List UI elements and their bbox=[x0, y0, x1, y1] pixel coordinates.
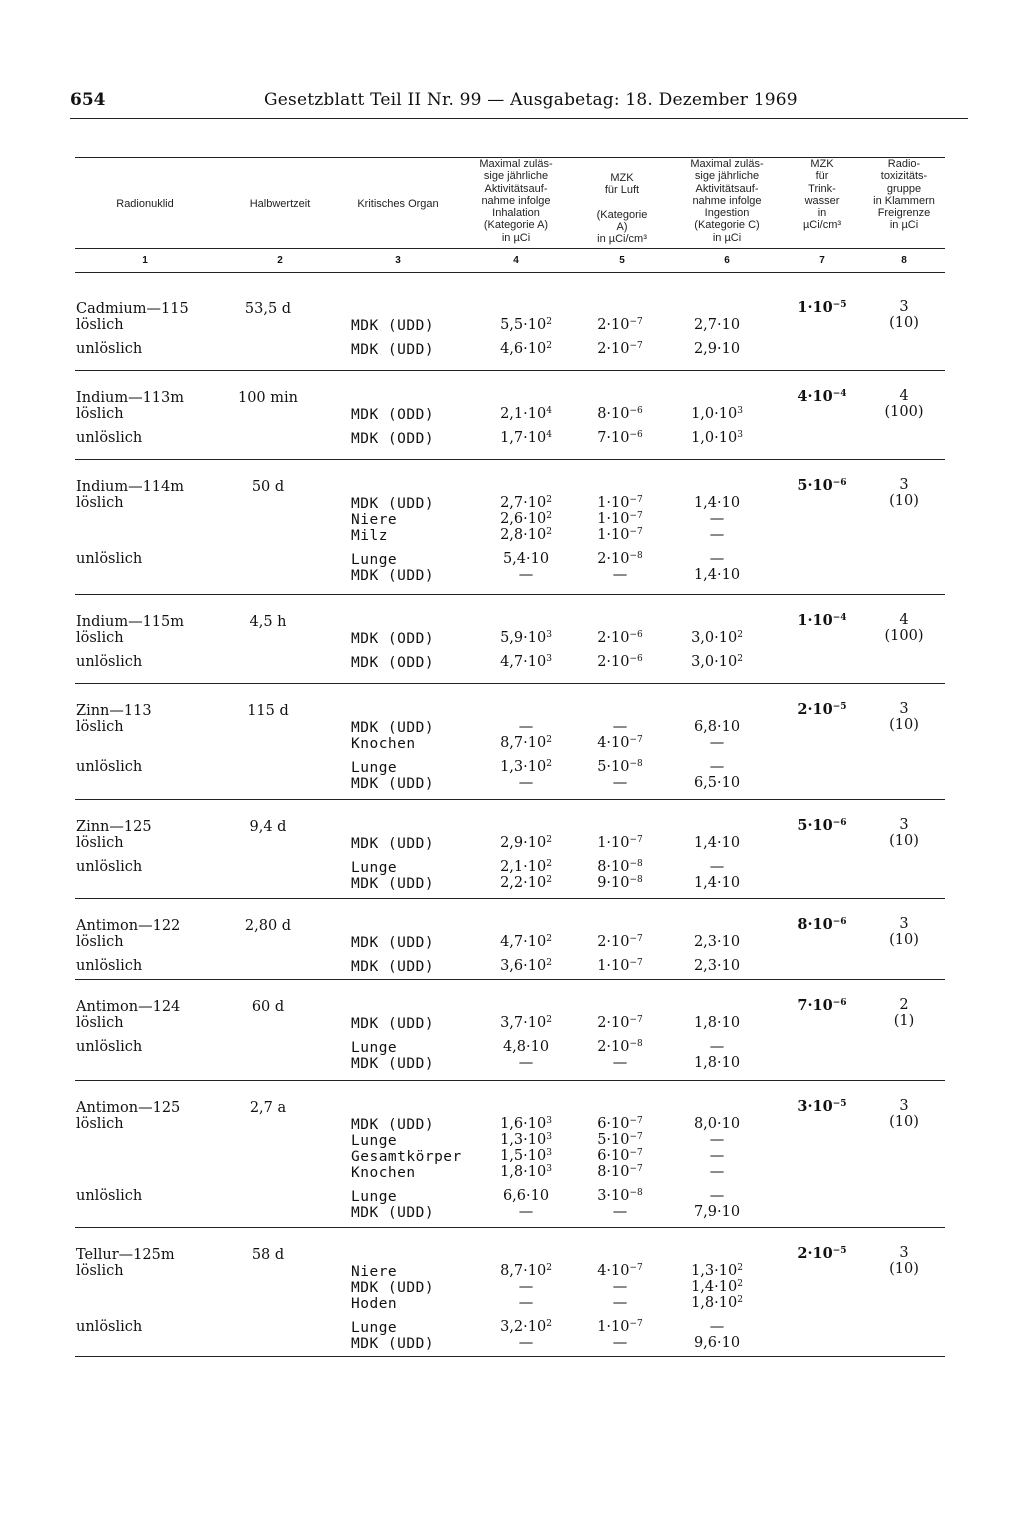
physical-state: löslich bbox=[76, 317, 124, 333]
air-mzk-value: $1\cdot 10^{-7}$ bbox=[597, 835, 643, 851]
inhalation-value: $3,7\cdot 10^2$ bbox=[500, 1015, 552, 1031]
critical-organ: MDK (UDD) bbox=[351, 496, 435, 512]
tox-group: 3 bbox=[899, 299, 909, 315]
air-mzk-value: — bbox=[612, 775, 628, 791]
nuclide-name: Indium—115m bbox=[76, 614, 184, 630]
critical-organ: MDK (UDD) bbox=[351, 342, 435, 358]
critical-organ: Lunge bbox=[351, 1133, 398, 1149]
critical-organ: Lunge bbox=[351, 1040, 398, 1056]
ingestion-value: — bbox=[709, 759, 725, 775]
air-mzk-value: $6\cdot 10^{-7}$ bbox=[597, 1148, 643, 1164]
ingestion-value: — bbox=[709, 1319, 725, 1335]
free-limit: (10) bbox=[889, 493, 919, 509]
air-mzk-value: $4\cdot 10^{-7}$ bbox=[597, 735, 643, 751]
group-separator bbox=[75, 1356, 945, 1357]
column-header-2: Halbwertzeit bbox=[249, 198, 311, 210]
group-separator bbox=[75, 1080, 945, 1081]
critical-organ: MDK (UDD) bbox=[351, 1056, 435, 1072]
physical-state: unlöslich bbox=[76, 551, 143, 567]
nuclide-name: Antimon—125 bbox=[76, 1100, 181, 1116]
column-header-6: Maximal zuläs- sige jährliche Aktivitätsauf- nahme infolge Ingestion (Kategorie C) in µCi bbox=[690, 158, 764, 244]
critical-organ: MDK (UDD) bbox=[351, 720, 435, 736]
ingestion-value: 7,9·10 bbox=[693, 1204, 741, 1220]
air-mzk-value: $1\cdot 10^{-7}$ bbox=[597, 958, 643, 974]
air-mzk-value: $2\cdot 10^{-7}$ bbox=[597, 934, 643, 950]
inhalation-value: $1,5\cdot 10^3$ bbox=[500, 1148, 552, 1164]
critical-organ: MDK (UDD) bbox=[351, 959, 435, 975]
column-number-8: 8 bbox=[901, 255, 907, 266]
nuclide-name: Antimon—124 bbox=[76, 999, 181, 1015]
inhalation-value: $2,7\cdot 10^2$ bbox=[500, 495, 552, 511]
ingestion-value: 6,5·10 bbox=[693, 775, 741, 791]
physical-state: unlöslich bbox=[76, 958, 143, 974]
half-life: 9,4 d bbox=[249, 819, 287, 835]
air-mzk-value: $2\cdot 10^{-8}$ bbox=[597, 1039, 643, 1055]
air-mzk-value: $2\cdot 10^{-7}$ bbox=[597, 317, 643, 333]
critical-organ: MDK (UDD) bbox=[351, 1016, 435, 1032]
air-mzk-value: $2\cdot 10^{-6}$ bbox=[597, 654, 643, 670]
inhalation-value: $2,2\cdot 10^2$ bbox=[500, 875, 552, 891]
mzk-water: $7\cdot 10^{-6}$ bbox=[797, 997, 847, 1014]
ingestion-value: $1,0\cdot 10^3$ bbox=[691, 406, 743, 422]
critical-organ: Lunge bbox=[351, 552, 398, 568]
nuclide-name: Cadmium—115 bbox=[76, 301, 189, 317]
free-limit: (100) bbox=[884, 404, 924, 420]
ingestion-value: 1,4·10 bbox=[693, 567, 741, 583]
inhalation-value: 5,4·10 bbox=[502, 551, 550, 567]
critical-organ: Lunge bbox=[351, 1189, 398, 1205]
air-mzk-value: $1\cdot 10^{-7}$ bbox=[597, 511, 643, 527]
air-mzk-value: — bbox=[612, 1204, 628, 1220]
half-life: 58 d bbox=[251, 1247, 285, 1263]
inhalation-value: $8,7\cdot 10^2$ bbox=[500, 735, 552, 751]
critical-organ: Knochen bbox=[351, 736, 416, 752]
air-mzk-value: $2\cdot 10^{-6}$ bbox=[597, 630, 643, 646]
mzk-water: $1\cdot 10^{-5}$ bbox=[797, 299, 847, 316]
critical-organ: MDK (UDD) bbox=[351, 568, 435, 584]
half-life: 115 d bbox=[247, 703, 289, 719]
column-header-7: MZK für Trink- wasser in µCi/cm³ bbox=[802, 158, 842, 232]
free-limit: (100) bbox=[884, 628, 924, 644]
column-header-5: MZK für Luft (Kategorie A) in µCi/cm³ bbox=[596, 172, 648, 246]
ingestion-value: — bbox=[709, 735, 725, 751]
inhalation-value: 4,8·10 bbox=[502, 1039, 550, 1055]
ingestion-value: 1,4·10 bbox=[693, 875, 741, 891]
column-number-7: 7 bbox=[819, 255, 825, 266]
column-header-4: Maximal zuläs- sige jährliche Aktivitätsauf- nahme infolge Inhalation (Kategorie A) in µCi bbox=[479, 158, 553, 244]
ingestion-value: 9,6·10 bbox=[693, 1335, 741, 1351]
air-mzk-value: — bbox=[612, 567, 628, 583]
critical-organ: Niere bbox=[351, 512, 398, 528]
mzk-water: $1\cdot 10^{-4}$ bbox=[797, 612, 847, 629]
inhalation-value: $1,8\cdot 10^3$ bbox=[500, 1164, 552, 1180]
inhalation-value: — bbox=[518, 719, 534, 735]
header-rule bbox=[70, 118, 968, 119]
ingestion-value: $1,8\cdot 10^2$ bbox=[691, 1295, 743, 1311]
ingestion-value: — bbox=[709, 1164, 725, 1180]
critical-organ: MDK (UDD) bbox=[351, 836, 435, 852]
ingestion-value: — bbox=[709, 551, 725, 567]
group-separator bbox=[75, 683, 945, 684]
air-mzk-value: $5\cdot 10^{-7}$ bbox=[597, 1132, 643, 1148]
half-life: 100 min bbox=[237, 390, 298, 406]
page-number: 654 bbox=[70, 90, 106, 110]
tox-group: 3 bbox=[899, 817, 909, 833]
air-mzk-value: $1\cdot 10^{-7}$ bbox=[597, 527, 643, 543]
ingestion-value: 2,7·10 bbox=[693, 317, 741, 333]
inhalation-value: — bbox=[518, 775, 534, 791]
tox-group: 4 bbox=[899, 612, 909, 628]
critical-organ: Lunge bbox=[351, 1320, 398, 1336]
tox-group: 3 bbox=[899, 477, 909, 493]
critical-organ: MDK (UDD) bbox=[351, 1336, 435, 1352]
critical-organ: MDK (ODD) bbox=[351, 631, 435, 647]
physical-state: unlöslich bbox=[76, 859, 143, 875]
tox-group: 3 bbox=[899, 1098, 909, 1114]
critical-organ: MDK (ODD) bbox=[351, 655, 435, 671]
air-mzk-value: $7\cdot 10^{-6}$ bbox=[597, 430, 643, 446]
air-mzk-value: — bbox=[612, 1279, 628, 1295]
inhalation-value: $3,2\cdot 10^2$ bbox=[500, 1319, 552, 1335]
inhalation-value: $1,3\cdot 10^3$ bbox=[500, 1132, 552, 1148]
air-mzk-value: $6\cdot 10^{-7}$ bbox=[597, 1116, 643, 1132]
group-separator bbox=[75, 594, 945, 595]
column-number-1: 1 bbox=[142, 255, 148, 266]
half-life: 53,5 d bbox=[244, 301, 292, 317]
inhalation-value: $3,6\cdot 10^2$ bbox=[500, 958, 552, 974]
physical-state: unlöslich bbox=[76, 759, 143, 775]
air-mzk-value: $2\cdot 10^{-7}$ bbox=[597, 341, 643, 357]
nuclide-name: Indium—113m bbox=[76, 390, 184, 406]
critical-organ: Niere bbox=[351, 1264, 398, 1280]
critical-organ: MDK (UDD) bbox=[351, 1117, 435, 1133]
column-number-2: 2 bbox=[277, 255, 283, 266]
inhalation-value: — bbox=[518, 1335, 534, 1351]
critical-organ: Lunge bbox=[351, 860, 398, 876]
physical-state: unlöslich bbox=[76, 430, 143, 446]
inhalation-value: $4,6\cdot 10^2$ bbox=[500, 341, 552, 357]
ingestion-value: 1,4·10 bbox=[693, 495, 741, 511]
free-limit: (10) bbox=[889, 932, 919, 948]
ingestion-value: — bbox=[709, 1132, 725, 1148]
ingestion-value: $3,0\cdot 10^2$ bbox=[691, 630, 743, 646]
tox-group: 4 bbox=[899, 388, 909, 404]
column-number-5: 5 bbox=[619, 255, 625, 266]
half-life: 60 d bbox=[251, 999, 285, 1015]
ingestion-value: $1,4\cdot 10^2$ bbox=[691, 1279, 743, 1295]
critical-organ: MDK (UDD) bbox=[351, 935, 435, 951]
critical-organ: Hoden bbox=[351, 1296, 398, 1312]
physical-state: löslich bbox=[76, 719, 124, 735]
air-mzk-value: — bbox=[612, 1295, 628, 1311]
inhalation-value: $2,6\cdot 10^2$ bbox=[500, 511, 552, 527]
air-mzk-value: — bbox=[612, 719, 628, 735]
critical-organ: Milz bbox=[351, 528, 388, 544]
inhalation-value: $1,6\cdot 10^3$ bbox=[500, 1116, 552, 1132]
air-mzk-value: $1\cdot 10^{-7}$ bbox=[597, 495, 643, 511]
group-separator bbox=[75, 898, 945, 899]
inhalation-value: — bbox=[518, 1295, 534, 1311]
air-mzk-value: $3\cdot 10^{-8}$ bbox=[597, 1188, 643, 1204]
tox-group: 3 bbox=[899, 701, 909, 717]
critical-organ: MDK (UDD) bbox=[351, 1205, 435, 1221]
ingestion-value: $3,0\cdot 10^2$ bbox=[691, 654, 743, 670]
tox-group: 3 bbox=[899, 916, 909, 932]
nuclide-name: Antimon—122 bbox=[76, 918, 181, 934]
inhalation-value: $5,9\cdot 10^3$ bbox=[500, 630, 552, 646]
ingestion-value: 1,8·10 bbox=[693, 1015, 741, 1031]
group-separator bbox=[75, 1227, 945, 1228]
tox-group: 2 bbox=[899, 997, 909, 1013]
page-header bbox=[70, 90, 970, 120]
ingestion-value: — bbox=[709, 859, 725, 875]
tox-group: 3 bbox=[899, 1245, 909, 1261]
physical-state: löslich bbox=[76, 630, 124, 646]
physical-state: löslich bbox=[76, 1015, 124, 1031]
nuclide-name: Indium—114m bbox=[76, 479, 184, 495]
air-mzk-value: $5\cdot 10^{-8}$ bbox=[597, 759, 643, 775]
column-number-4: 4 bbox=[513, 255, 519, 266]
inhalation-value: — bbox=[518, 567, 534, 583]
air-mzk-value: $2\cdot 10^{-7}$ bbox=[597, 1015, 643, 1031]
ingestion-value: 2,9·10 bbox=[693, 341, 741, 357]
inhalation-value: $8,7\cdot 10^2$ bbox=[500, 1263, 552, 1279]
mzk-water: $2\cdot 10^{-5}$ bbox=[797, 1245, 847, 1262]
group-separator bbox=[75, 979, 945, 980]
critical-organ: MDK (ODD) bbox=[351, 407, 435, 423]
inhalation-value: $2,1\cdot 10^4$ bbox=[500, 406, 552, 422]
mzk-water: $8\cdot 10^{-6}$ bbox=[797, 916, 847, 933]
critical-organ: MDK (UDD) bbox=[351, 1280, 435, 1296]
ingestion-value: 6,8·10 bbox=[693, 719, 741, 735]
inhalation-value: $1,7\cdot 10^4$ bbox=[500, 430, 552, 446]
critical-organ: MDK (UDD) bbox=[351, 318, 435, 334]
physical-state: unlöslich bbox=[76, 1319, 143, 1335]
ingestion-value: — bbox=[709, 511, 725, 527]
air-mzk-value: $9\cdot 10^{-8}$ bbox=[597, 875, 643, 891]
mzk-water: $3\cdot 10^{-5}$ bbox=[797, 1098, 847, 1115]
mzk-water: $4\cdot 10^{-4}$ bbox=[797, 388, 847, 405]
air-mzk-value: — bbox=[612, 1335, 628, 1351]
group-separator bbox=[75, 459, 945, 460]
air-mzk-value: — bbox=[612, 1055, 628, 1071]
ingestion-value: 2,3·10 bbox=[693, 958, 741, 974]
column-header-1: Radionuklid bbox=[116, 198, 174, 210]
column-number-3: 3 bbox=[395, 255, 401, 266]
group-separator bbox=[75, 799, 945, 800]
inhalation-value: $4,7\cdot 10^3$ bbox=[500, 654, 552, 670]
header-title: Gesetzblatt Teil II Nr. 99 — Ausgabetag: 18. Dezember 1969 bbox=[264, 90, 798, 110]
free-limit: (10) bbox=[889, 315, 919, 331]
ingestion-value: — bbox=[709, 1188, 725, 1204]
free-limit: (10) bbox=[889, 1114, 919, 1130]
critical-organ: Lunge bbox=[351, 760, 398, 776]
half-life: 50 d bbox=[251, 479, 285, 495]
inhalation-value: $4,7\cdot 10^2$ bbox=[500, 934, 552, 950]
air-mzk-value: $8\cdot 10^{-6}$ bbox=[597, 406, 643, 422]
free-limit: (10) bbox=[889, 1261, 919, 1277]
table-header-rule bbox=[75, 248, 945, 249]
air-mzk-value: $2\cdot 10^{-8}$ bbox=[597, 551, 643, 567]
critical-organ: Gesamtkörper bbox=[351, 1149, 462, 1165]
ingestion-value: 1,4·10 bbox=[693, 835, 741, 851]
free-limit: (10) bbox=[889, 717, 919, 733]
ingestion-value: 8,0·10 bbox=[693, 1116, 741, 1132]
ingestion-value: $1,0\cdot 10^3$ bbox=[691, 430, 743, 446]
nuclide-name: Zinn—113 bbox=[76, 703, 152, 719]
air-mzk-value: $1\cdot 10^{-7}$ bbox=[597, 1319, 643, 1335]
half-life: 2,80 d bbox=[244, 918, 292, 934]
inhalation-value: $2,9\cdot 10^2$ bbox=[500, 835, 552, 851]
inhalation-value: $5,5\cdot 10^2$ bbox=[500, 317, 552, 333]
nuclide-name: Zinn—125 bbox=[76, 819, 152, 835]
physical-state: löslich bbox=[76, 1116, 124, 1132]
physical-state: löslich bbox=[76, 934, 124, 950]
physical-state: löslich bbox=[76, 495, 124, 511]
column-header-8: Radio- toxizitäts- gruppe in Klammern Freigrenze in µCi bbox=[873, 158, 935, 232]
air-mzk-value: $8\cdot 10^{-8}$ bbox=[597, 859, 643, 875]
ingestion-value: $1,3\cdot 10^2$ bbox=[691, 1263, 743, 1279]
ingestion-value: 1,8·10 bbox=[693, 1055, 741, 1071]
air-mzk-value: $8\cdot 10^{-7}$ bbox=[597, 1164, 643, 1180]
ingestion-value: 2,3·10 bbox=[693, 934, 741, 950]
critical-organ: Knochen bbox=[351, 1165, 416, 1181]
physical-state: löslich bbox=[76, 1263, 124, 1279]
physical-state: löslich bbox=[76, 835, 124, 851]
air-mzk-value: $4\cdot 10^{-7}$ bbox=[597, 1263, 643, 1279]
inhalation-value: — bbox=[518, 1279, 534, 1295]
inhalation-value: — bbox=[518, 1055, 534, 1071]
inhalation-value: $2,8\cdot 10^2$ bbox=[500, 527, 552, 543]
column-number-rule bbox=[75, 272, 945, 273]
physical-state: unlöslich bbox=[76, 1039, 143, 1055]
inhalation-value: — bbox=[518, 1204, 534, 1220]
critical-organ: MDK (UDD) bbox=[351, 876, 435, 892]
inhalation-value: $1,3\cdot 10^2$ bbox=[500, 759, 552, 775]
physical-state: unlöslich bbox=[76, 341, 143, 357]
column-header-3: Kritisches Organ bbox=[357, 198, 439, 210]
critical-organ: MDK (UDD) bbox=[351, 776, 435, 792]
physical-state: unlöslich bbox=[76, 654, 143, 670]
nuclide-name: Tellur—125m bbox=[76, 1247, 175, 1263]
physical-state: unlöslich bbox=[76, 1188, 143, 1204]
group-separator bbox=[75, 370, 945, 371]
free-limit: (10) bbox=[889, 833, 919, 849]
half-life: 2,7 a bbox=[249, 1100, 287, 1116]
physical-state: löslich bbox=[76, 406, 124, 422]
column-number-6: 6 bbox=[724, 255, 730, 266]
ingestion-value: — bbox=[709, 1148, 725, 1164]
ingestion-value: — bbox=[709, 1039, 725, 1055]
half-life: 4,5 h bbox=[249, 614, 287, 630]
free-limit: (1) bbox=[893, 1013, 915, 1029]
critical-organ: MDK (ODD) bbox=[351, 431, 435, 447]
inhalation-value: $2,1\cdot 10^2$ bbox=[500, 859, 552, 875]
inhalation-value: 6,6·10 bbox=[502, 1188, 550, 1204]
mzk-water: $5\cdot 10^{-6}$ bbox=[797, 477, 847, 494]
mzk-water: $5\cdot 10^{-6}$ bbox=[797, 817, 847, 834]
ingestion-value: — bbox=[709, 527, 725, 543]
mzk-water: $2\cdot 10^{-5}$ bbox=[797, 701, 847, 718]
